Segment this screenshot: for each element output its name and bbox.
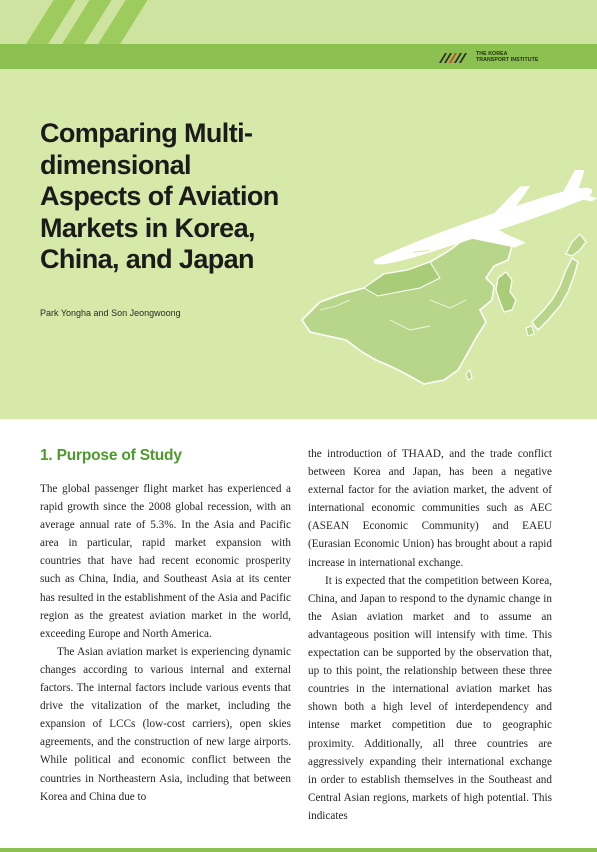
east-asia-map-icon <box>302 228 586 384</box>
body-paragraph: The global passenger flight market has experienced a rapid growth since the 2008 global recession, with an average annual rate of 5.3%. In the Asia and Pacific area in particular, rapid market expansion with countries that have had recent economic prosperity such as China, India, and Southeast Asia at its center has resulted in the establishment of the Asia and Pacific region as the greatest aviation market in the world, exceeding Europe and North America. <box>40 483 291 640</box>
page-title <box>40 118 300 276</box>
title-line: Comparing Multi- <box>40 118 253 148</box>
body-paragraph: The Asian aviation market is experiencing dynamic changes according to various internal and external factors. The internal factors include various events that drive the vitalization of the market, including the expansion of LCCs (low-cost carriers), open skies agreements, and the construction of new large airports. While political and economic conflict between the countries in Northeastern Asia, including that between Korea and China due to <box>40 645 291 803</box>
title-line: China, and Japan <box>40 244 254 274</box>
cover-illustration <box>280 170 597 400</box>
header-band <box>0 0 597 44</box>
logo-text <box>476 51 538 63</box>
footer-bar <box>0 848 597 852</box>
left-column <box>40 480 291 806</box>
title-line: Markets in Korea, <box>40 212 255 243</box>
body-paragraph: the introduction of THAAD, and the trade conflict between Korea and Japan, has been a negative external factor for the aviation market, the advent of international economic communities such as AEC (ASEAN Economic Community) and EAEU (Eurasian Economic Union) has brought about a rapid increase in international exchange. <box>308 448 552 569</box>
kotii-logo <box>437 49 538 65</box>
logo-line-2: TRANSPORT INSTITUTE <box>476 57 539 63</box>
right-column <box>308 445 552 825</box>
logo-line-1: THE KOREA <box>476 51 508 57</box>
title-line: dimensional <box>40 149 191 180</box>
authors: Park Yongha and Son Jeongwoong <box>40 308 181 318</box>
section-heading: 1. Purpose of Study <box>40 447 182 464</box>
body-paragraph: It is expected that the competition between Korea, China, and Japan to respond to the dynamic change in the Asian aviation market and to assume an advantageous position will intensify with time. This expectation can be supported by the observation that, up to this point, the relationship between these three countries in the international aviation market has shown both a high level of interdependency and intense market competition due to geographic proximity. Additionally, all three countries are aggressively expanding their international exchange in order to establish themselves in the Southeast and Central Asian regions, markets of high potential. This indicates <box>308 574 552 822</box>
logo-mark-icon <box>437 49 473 65</box>
title-line: Aspects of Aviation <box>40 181 279 211</box>
